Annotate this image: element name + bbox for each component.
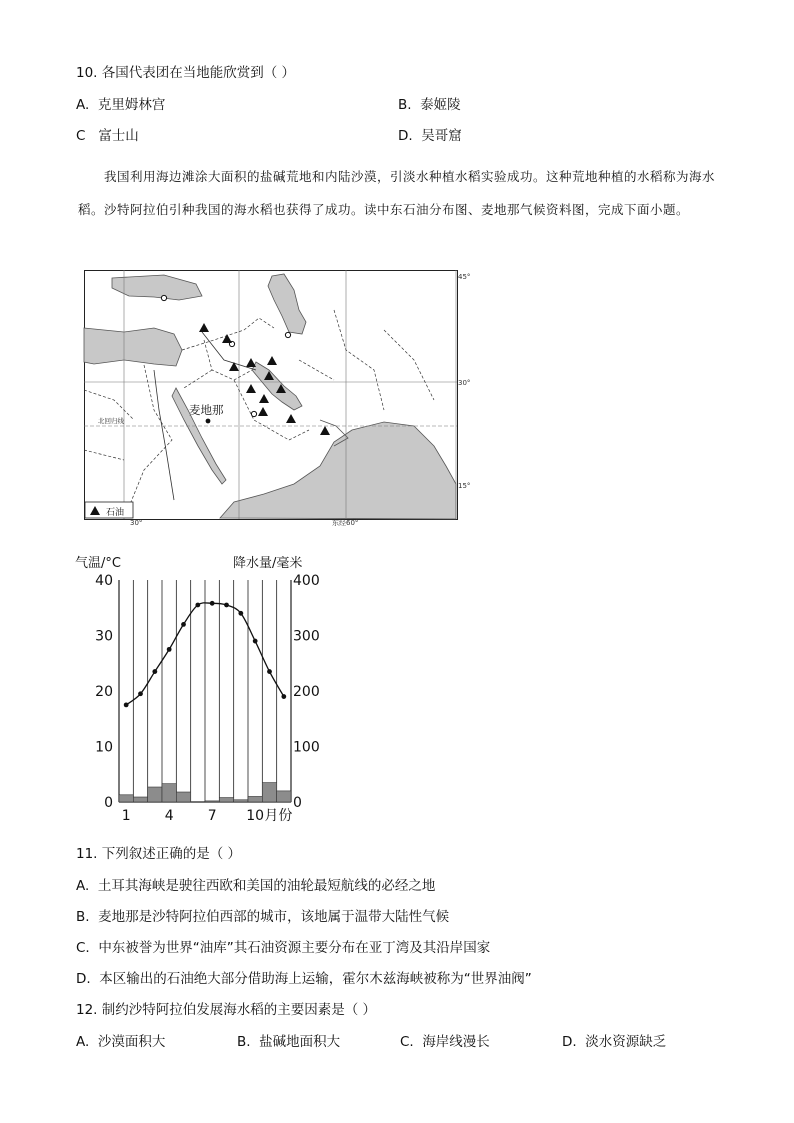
temperature-point <box>195 603 200 608</box>
chart-grid <box>119 580 291 802</box>
option-letter: D. <box>562 1034 577 1050</box>
option-text: 富士山 <box>98 128 139 144</box>
q12-stem: 12. 制约沙特阿拉伯发展海水稻的主要因素是（ ） <box>76 1002 377 1018</box>
precip-bar <box>176 792 190 802</box>
option-text: 盐碱地面积大 <box>259 1034 341 1050</box>
lat-label-15: 15° <box>458 482 471 490</box>
left-tick-label: 20 <box>95 684 113 700</box>
q11-stem: 11. 下列叙述正确的是（ ） <box>76 846 242 862</box>
option-text: 土耳其海峡是驶往西欧和美国的油轮最短航线的必经之地 <box>97 878 436 894</box>
option-letter: C. <box>400 1034 414 1050</box>
x-tick-label: 7 <box>207 808 217 824</box>
right-tick-label: 200 <box>293 684 320 700</box>
right-tick-label: 100 <box>293 739 320 756</box>
temperature-point <box>167 647 172 652</box>
q11-option-b <box>76 908 449 926</box>
precip-bar <box>219 798 233 802</box>
option-letter: B. <box>76 909 90 925</box>
option-letter: A. <box>76 97 90 113</box>
temperature-point <box>152 669 157 674</box>
q10-option-d <box>398 127 462 145</box>
precip-bar <box>248 796 262 802</box>
temperature-point <box>253 639 258 644</box>
q10-option-b <box>398 96 461 114</box>
legend-label: 石油 <box>106 508 125 518</box>
middle-east-oil-map <box>84 270 471 527</box>
option-text: 本区输出的石油绝大部分借助海上运输，霍尔木兹海峡被称为“世界油阀” <box>99 971 532 987</box>
city-dot <box>161 295 166 300</box>
right-tick-label: 400 <box>293 573 320 589</box>
right-axis-title: 降水量/毫米 <box>233 556 303 571</box>
option-text: 克里姆林宫 <box>97 97 166 113</box>
precip-bar <box>162 784 176 802</box>
left-tick-label: 0 <box>104 795 113 811</box>
right-tick-label: 300 <box>293 628 320 645</box>
temperature-point <box>124 702 129 707</box>
temperature-point <box>138 691 143 696</box>
x-tick-label: 1 <box>121 808 131 824</box>
x-unit-label: 月份 <box>264 808 293 824</box>
left-axis-title: 气温/°C <box>75 556 121 571</box>
q10-option-a <box>76 96 165 114</box>
left-tick-label: 30 <box>95 628 113 645</box>
x-tick-label: 4 <box>164 808 174 824</box>
precip-bar <box>262 783 276 802</box>
precip-bar <box>277 791 291 802</box>
mediterranean-sea <box>84 328 182 366</box>
temperature-point <box>267 669 272 674</box>
option-text: 吴哥窟 <box>421 128 462 144</box>
option-letter: B. <box>398 97 412 113</box>
option-letter: D. <box>76 971 91 987</box>
medina-dot <box>206 419 211 424</box>
precip-bar <box>148 787 162 802</box>
q11-option-d <box>76 970 532 988</box>
lat-label-45: 45° <box>458 273 471 281</box>
q10-option-c <box>76 127 139 145</box>
option-text: 沙漠面积大 <box>97 1034 166 1050</box>
temperature-point <box>210 601 215 606</box>
q11-option-a <box>76 877 435 895</box>
option-text: 泰姬陵 <box>420 97 461 113</box>
medina-label: 麦地那 <box>189 403 224 417</box>
right-tick-label: 0 <box>293 795 302 811</box>
option-letter: A. <box>76 878 90 894</box>
q10-stem: 10. 各国代表团在当地能欣赏到（ ） <box>76 65 296 81</box>
left-tick-label: 40 <box>95 573 113 589</box>
city-dot <box>251 411 256 416</box>
option-text: 淡水资源缺乏 <box>585 1034 667 1050</box>
q12-option-d <box>562 1033 666 1051</box>
option-letter: A. <box>76 1034 90 1050</box>
option-letter: B. <box>237 1034 251 1050</box>
option-text: 麦地那是沙特阿拉伯西部的城市，该地属于温带大陆性气候 <box>98 909 450 925</box>
q12-option-c <box>400 1033 490 1051</box>
temperature-point <box>238 611 243 616</box>
precip-bar <box>133 797 147 802</box>
lat-label-30: 30° <box>458 379 471 387</box>
temperature-point <box>181 622 186 627</box>
q12-option-a <box>76 1033 165 1051</box>
option-letter: D. <box>398 128 413 144</box>
intro-text: 我国利用海边滩涂大面积的盐碱荒地和内陆沙漠，引淡水种植水稻实验成功。这种荒地种植的水稻称为海水稻。沙特阿拉伯引种我国的海水稻也获得了成功。读中东石油分布图、麦地那气候资料图，完成下面小题。 <box>78 169 716 217</box>
lon-label-30: 30° <box>130 519 143 527</box>
option-text: 海岸线漫长 <box>422 1034 490 1050</box>
option-text: 中东被誉为世界“油库”其石油资源主要分布在亚丁湾及其沿岸国家 <box>98 940 491 956</box>
option-letter: C <box>76 128 86 144</box>
precip-bar <box>119 795 133 802</box>
temperature-point <box>281 694 286 699</box>
option-letter: C. <box>76 940 90 956</box>
x-tick-label: 10 <box>246 808 265 824</box>
left-tick-label: 10 <box>95 739 113 756</box>
q12-option-b <box>237 1033 340 1051</box>
city-dot <box>285 332 290 337</box>
intro-paragraph <box>78 160 728 226</box>
q11-option-c <box>76 939 490 957</box>
precip-bar <box>234 800 248 802</box>
precip-bar <box>205 801 219 802</box>
medina-climate-chart <box>70 552 330 822</box>
temperature-point <box>224 603 229 608</box>
lon-label-60: 东经60° <box>332 519 359 527</box>
axis-ticks <box>95 573 320 824</box>
tropic-label: 北回归线 <box>98 417 124 425</box>
